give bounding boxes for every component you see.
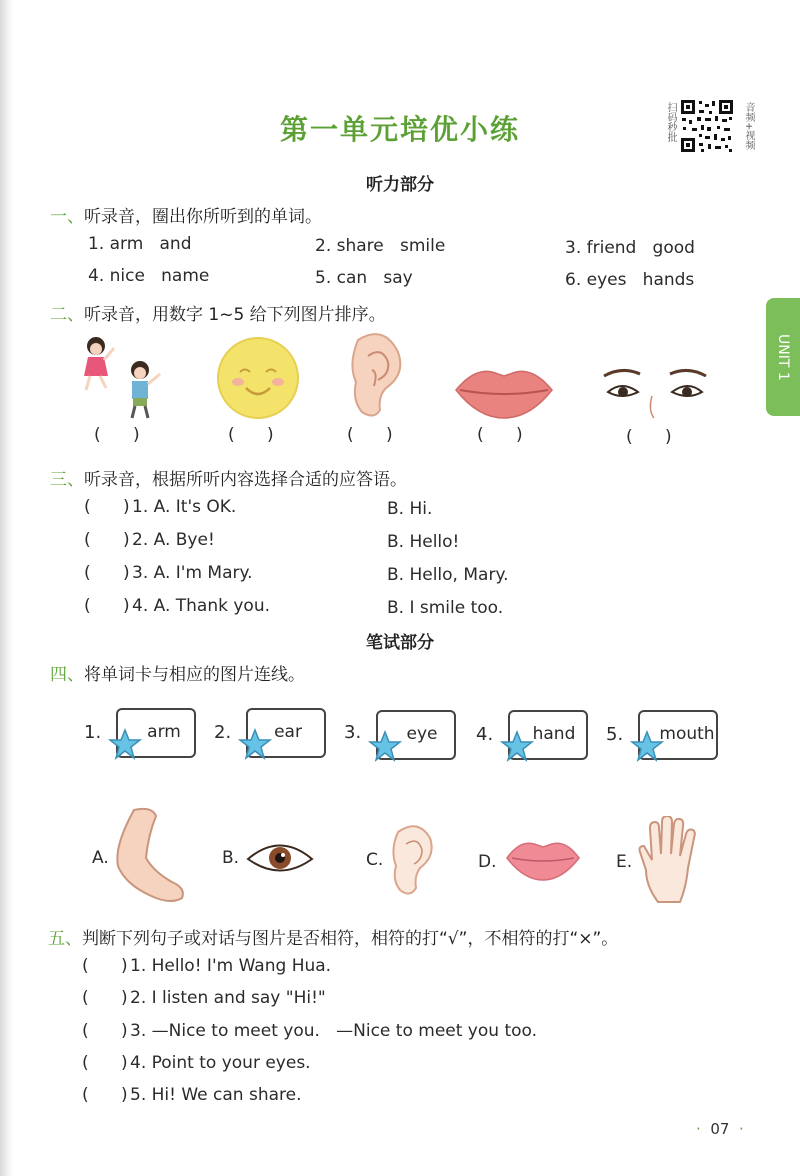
q1-item[interactable]: 4. nice name	[88, 266, 210, 286]
q5-statement: 4. Point to your eyes.	[130, 1053, 311, 1073]
picture-letter: A.	[92, 848, 109, 868]
q1-item[interactable]: 3. friend good	[565, 238, 695, 258]
q3-heading	[50, 465, 407, 490]
card-number: 3.	[344, 722, 362, 743]
picture-letter: B.	[222, 848, 240, 868]
q1-item[interactable]: 2. share smile	[315, 236, 446, 256]
q4-heading	[50, 660, 305, 685]
q3-option-a: 1. A. It's OK.	[132, 497, 237, 517]
q1-item[interactable]: 5. can say	[315, 268, 413, 288]
card-word: mouth	[659, 724, 715, 744]
page-number-value: 07	[710, 1120, 730, 1138]
q3-number: 三、	[50, 470, 84, 490]
q3-instruction: 听录音，根据所听内容选择合适的应答语。	[84, 470, 407, 490]
unit-tab-label: UNIT 1	[775, 333, 791, 381]
answer-paren[interactable]: ( )	[84, 530, 130, 550]
writing-section-heading: 笔试部分	[366, 633, 434, 653]
answer-paren[interactable]: ( )	[82, 988, 128, 1008]
star-icon	[238, 728, 272, 762]
eye-picture	[244, 834, 316, 884]
q5-statement: 3. —Nice to meet you. —Nice to meet you too.	[130, 1021, 538, 1041]
hand-picture	[636, 816, 710, 906]
q3-option-b: B. Hello, Mary.	[387, 565, 509, 585]
q1-item[interactable]: 6. eyes hands	[565, 270, 695, 290]
q3-option-a: 4. A. Thank you.	[132, 596, 271, 616]
answer-paren[interactable]: ( )	[228, 425, 274, 445]
picture-letter: C.	[366, 850, 384, 870]
qr-code-icon[interactable]	[679, 98, 735, 154]
page-title: 第一单元培优小练	[279, 113, 520, 146]
q1-item[interactable]: 1. arm and	[88, 234, 192, 254]
children-waving-picture	[78, 332, 173, 422]
answer-paren[interactable]: ( )	[347, 425, 393, 445]
q1-instruction: 听录音，圈出你所听到的单词。	[84, 207, 322, 227]
star-icon	[630, 730, 664, 764]
q3-option-b: B. Hi.	[387, 499, 433, 519]
answer-paren[interactable]: ( )	[82, 1053, 128, 1073]
star-icon	[108, 728, 142, 762]
q2-heading	[50, 300, 386, 325]
qr-left-label: 扫码秒批	[665, 102, 676, 142]
q5-instruction: 判断下列句子或对话与图片是否相符，相符的打“√”，不相符的打“×”。	[82, 929, 619, 949]
listening-section-heading: 听力部分	[366, 175, 434, 195]
answer-paren[interactable]: ( )	[477, 425, 523, 445]
card-number: 2.	[214, 722, 232, 743]
unit-tab[interactable]	[766, 298, 800, 416]
answer-paren[interactable]: ( )	[84, 596, 130, 616]
card-number: 4.	[476, 724, 494, 745]
lips-picture	[452, 362, 556, 420]
card-word: hand	[532, 724, 576, 744]
q4-number: 四、	[50, 665, 84, 685]
star-icon	[368, 730, 402, 764]
q5-statement: 1. Hello! I'm Wang Hua.	[130, 956, 332, 976]
card-word: ear	[274, 722, 302, 742]
eyes-picture	[600, 366, 710, 426]
q4-instruction: 将单词卡与相应的图片连线。	[84, 665, 305, 685]
page-number: · 07 ·	[696, 1120, 744, 1138]
qr-block[interactable]	[662, 98, 754, 158]
q3-option-a: 3. A. I'm Mary.	[132, 563, 253, 583]
q5-statement: 5. Hi! We can share.	[130, 1085, 302, 1105]
star-icon	[500, 730, 534, 764]
card-word: eye	[406, 724, 438, 744]
ear-line-picture	[388, 822, 438, 898]
answer-paren[interactable]: ( )	[84, 497, 130, 517]
q3-option-b: B. Hello!	[387, 532, 460, 552]
answer-paren[interactable]: ( )	[82, 1085, 128, 1105]
q5-number: 五、	[48, 929, 82, 949]
card-number: 5.	[606, 724, 624, 745]
answer-paren[interactable]: ( )	[82, 1021, 128, 1041]
q1-heading	[50, 202, 322, 227]
smiling-face-picture	[216, 336, 300, 420]
ear-picture	[344, 330, 408, 420]
mouth-picture	[504, 836, 582, 882]
picture-letter: E.	[616, 852, 633, 872]
card-word: arm	[147, 722, 181, 742]
answer-paren[interactable]: ( )	[94, 425, 140, 445]
card-number: 1.	[84, 722, 102, 743]
q5-heading	[48, 924, 618, 949]
q2-instruction: 听录音，用数字 1~5 给下列图片排序。	[84, 305, 386, 325]
arm-picture	[112, 806, 188, 904]
q2-number: 二、	[50, 305, 84, 325]
q3-option-b: B. I smile too.	[387, 598, 504, 618]
q3-option-a: 2. A. Bye!	[132, 530, 215, 550]
answer-paren[interactable]: ( )	[84, 563, 130, 583]
answer-paren[interactable]: ( )	[82, 956, 128, 976]
q1-number: 一、	[50, 207, 84, 227]
q5-statement: 2. I listen and say "Hi!"	[130, 988, 326, 1008]
qr-right-label: 音频+视频	[743, 102, 754, 151]
answer-paren[interactable]: ( )	[626, 427, 672, 447]
picture-letter: D.	[478, 852, 497, 872]
